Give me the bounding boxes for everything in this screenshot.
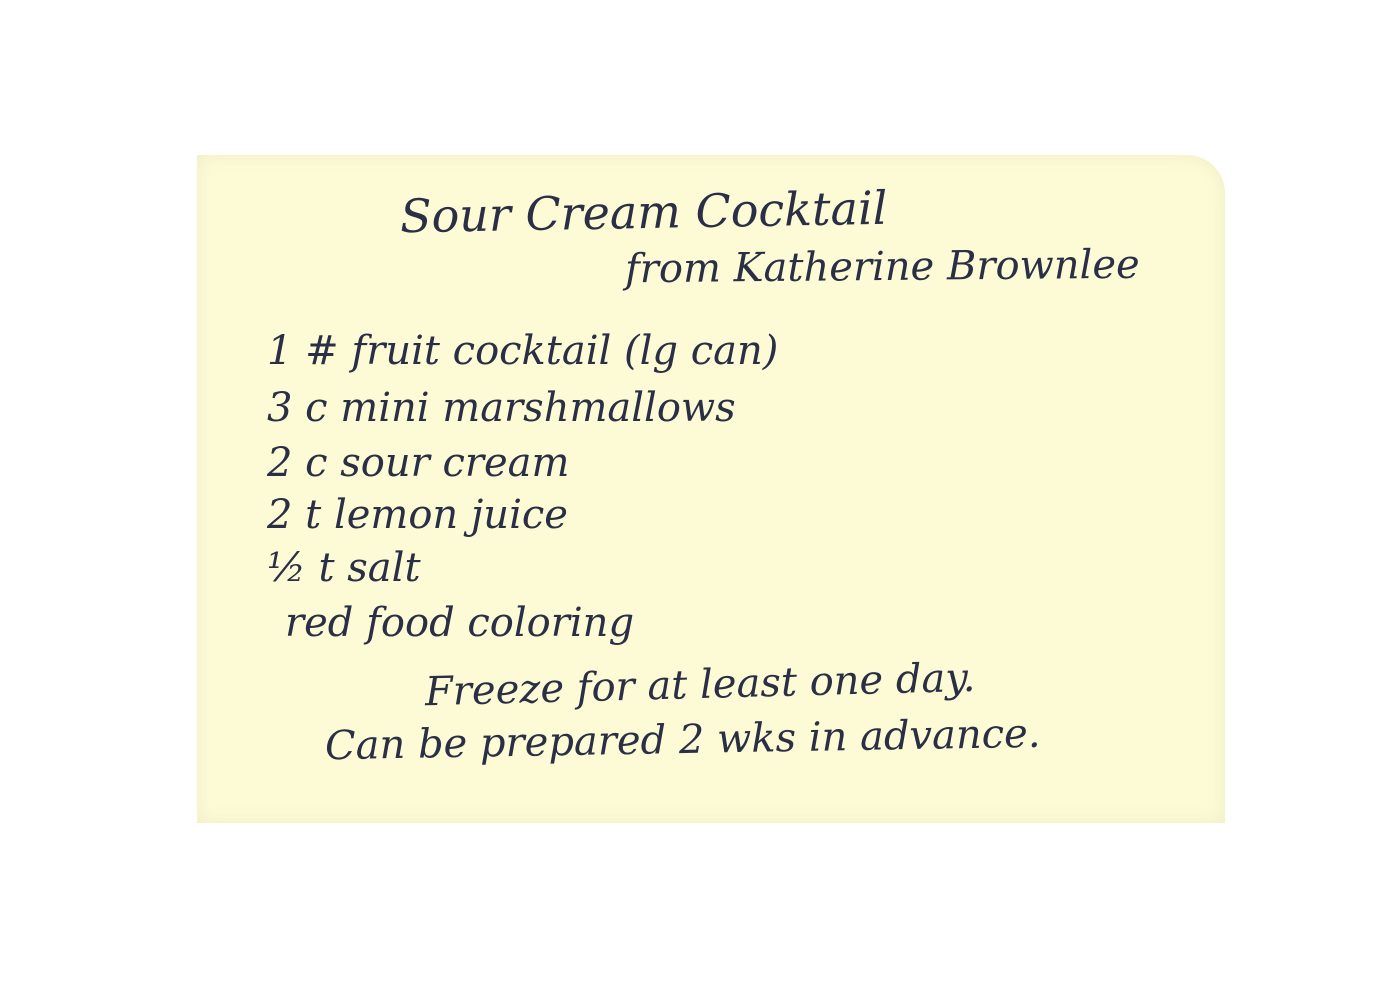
ingredient-line: 1 # fruit cocktail (lg can) [267,328,779,374]
ingredient-line: 3 c mini marshmallows [267,385,736,431]
instruction-advance: Can be prepared 2 wks in advance. [324,710,1041,770]
recipe-card [197,155,1225,823]
ingredient-line: 2 c sour cream [267,440,570,486]
instruction-freeze: Freeze for at least one day. [424,654,976,716]
recipe-byline: from Katherine Brownlee [624,241,1140,293]
ingredient-line: 2 t lemon juice [267,492,568,538]
ingredient-line: ½ t salt [267,545,421,591]
ingredient-line: red food coloring [285,600,635,646]
recipe-title: Sour Cream Cocktail [399,180,888,244]
